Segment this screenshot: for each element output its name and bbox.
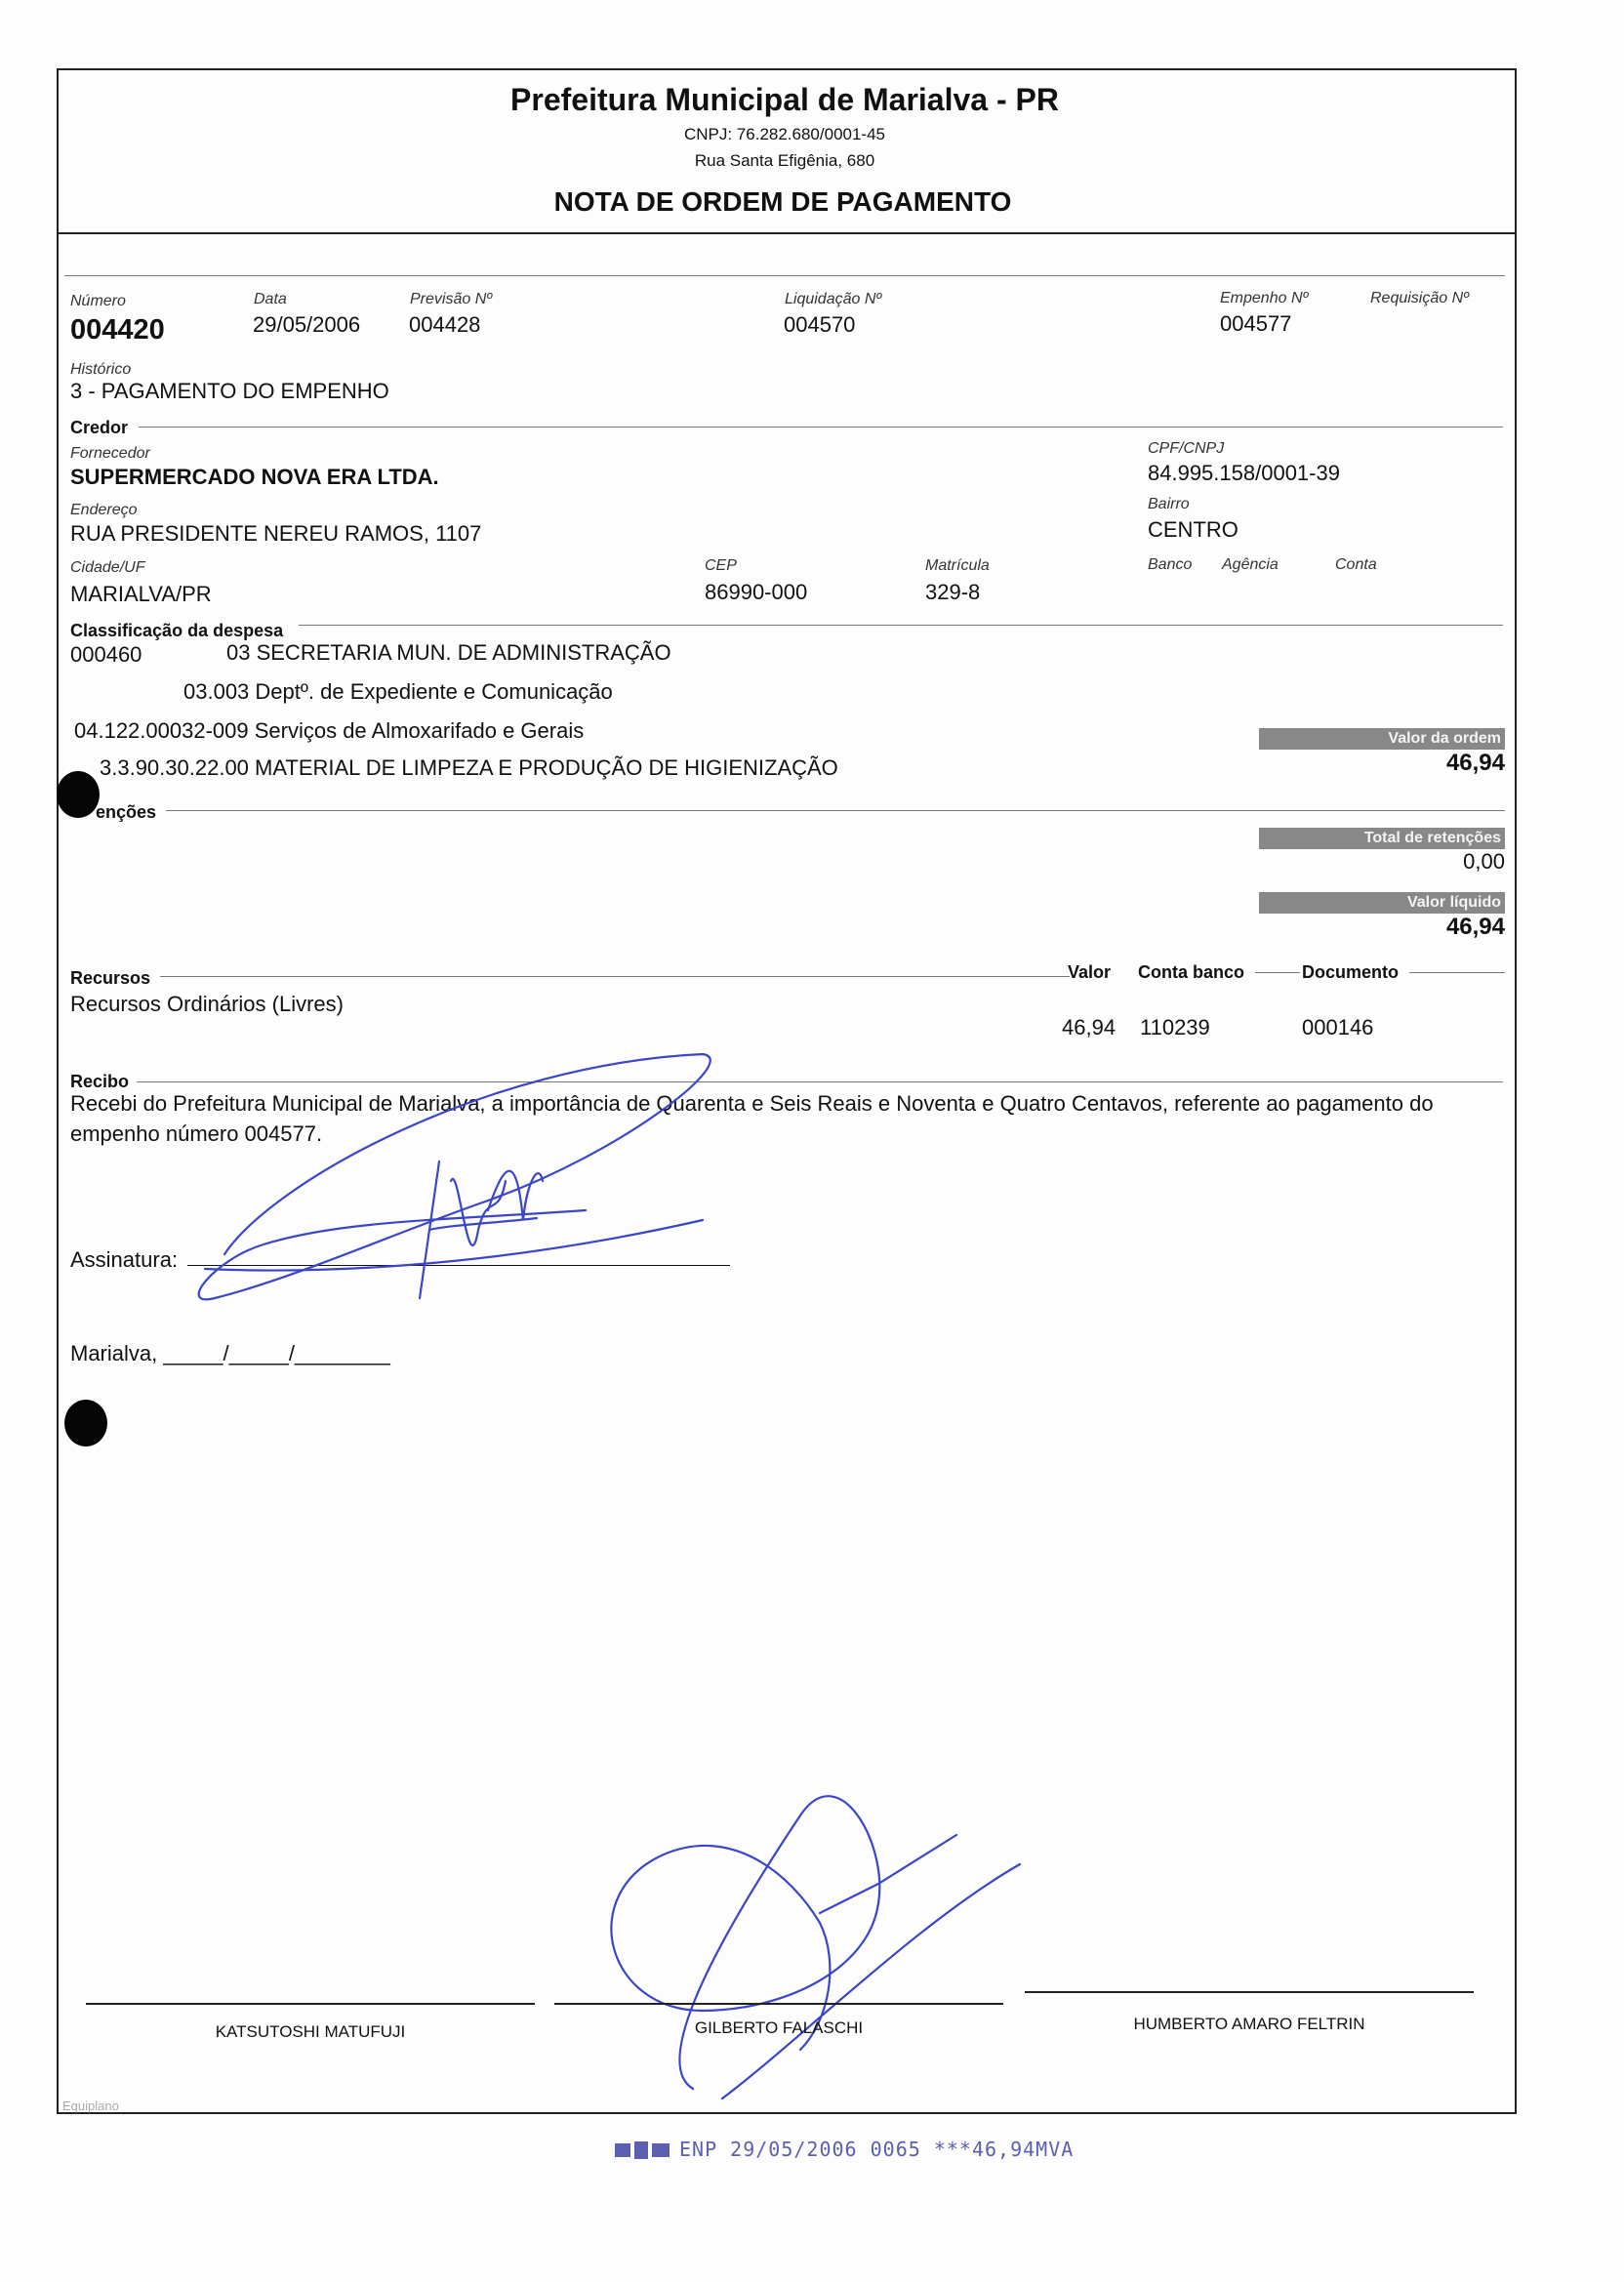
divider (299, 625, 1503, 626)
endereco-label: Endereço (70, 502, 138, 518)
valor-liquido-value: 46,94 (1445, 914, 1505, 940)
local-date: Marialva, _____/_____/________ (70, 1341, 390, 1365)
divider (64, 275, 1505, 276)
recibo-text-line2: empenho número 004577. (70, 1121, 323, 1146)
banco-label: Banco (1148, 556, 1193, 573)
liquidacao-value: 004570 (784, 312, 856, 337)
recursos-valor-label: Valor (1068, 962, 1112, 982)
empenho-value: 004577 (1220, 311, 1292, 336)
cidade-label: Cidade/UF (70, 559, 145, 576)
divider (166, 810, 1505, 811)
classificacao-section-title: Classificação da despesa (70, 621, 284, 640)
data-label: Data (254, 291, 287, 307)
cpf-value: 84.995.158/0001-39 (1148, 461, 1340, 485)
software-label: Equiplano (62, 2099, 119, 2113)
endereco-value: RUA PRESIDENTE NEREU RAMOS, 1107 (70, 521, 482, 546)
divider (139, 427, 1503, 428)
total-retencoes-value: 0,00 (1463, 849, 1505, 874)
recursos-section-title: Recursos (70, 968, 151, 988)
bairro-label: Bairro (1148, 496, 1190, 512)
cep-label: CEP (705, 557, 737, 574)
recursos-valor: 46,94 (1062, 1015, 1116, 1039)
valor-liquido-label: Valor líquido (1259, 892, 1505, 914)
classificacao-funcional: 04.122.00032-009 Serviços de Almoxarifado e Gerais (74, 718, 585, 743)
payment-stamp: ENP 29/05/2006 0065 ***46,94MVA (679, 2138, 1075, 2161)
empenho-label: Empenho Nº (1220, 290, 1309, 306)
page-title: Prefeitura Municipal de Marialva - PR (510, 82, 1059, 117)
recursos-conta-label: Conta banco (1138, 962, 1245, 982)
signature-line (554, 2003, 1003, 2005)
fornecedor-value: SUPERMERCADO NOVA ERA LTDA. (70, 465, 439, 489)
signature-name-1: KATSUTOSHI MATUFUJI (215, 2022, 406, 2041)
cnpj-text: CNPJ: 76.282.680/0001-45 (683, 125, 886, 143)
recursos-descricao: Recursos Ordinários (Livres) (70, 992, 344, 1016)
matricula-value: 329-8 (925, 580, 981, 604)
signature-name-3: HUMBERTO AMARO FELTRIN (1133, 2015, 1365, 2033)
divider (1409, 972, 1505, 973)
cidade-value: MARIALVA/PR (70, 582, 212, 606)
agencia-label: Agência (1222, 556, 1279, 573)
retencoes-section-title: enções (96, 802, 157, 822)
divider (160, 976, 1070, 977)
numero-value: 004420 (70, 314, 165, 346)
header-divider (57, 232, 1517, 234)
credor-section-title: Credor (70, 418, 129, 437)
classificacao-orgao: 03 SECRETARIA MUN. DE ADMINISTRAÇÃO (226, 640, 671, 665)
numero-label: Número (70, 293, 126, 309)
matricula-label: Matrícula (925, 557, 990, 574)
cep-value: 86990-000 (705, 580, 808, 604)
previsao-value: 004428 (409, 312, 481, 337)
stamp-logo-icon (615, 2139, 671, 2161)
signature-line (86, 2003, 535, 2005)
conta-label: Conta (1335, 556, 1377, 573)
divider (1255, 972, 1300, 973)
assinatura-label: Assinatura: (70, 1247, 179, 1272)
cpf-label: CPF/CNPJ (1148, 440, 1225, 457)
liquidacao-label: Liquidação Nº (785, 291, 882, 307)
address-text: Rua Santa Efigênia, 680 (694, 151, 875, 170)
signature-line (1025, 1991, 1474, 1993)
bairro-value: CENTRO (1148, 517, 1238, 542)
classificacao-unidade: 03.003 Deptº. de Expediente e Comunicação (183, 679, 613, 704)
recursos-documento-label: Documento (1302, 962, 1399, 982)
recibo-text-line1: Recebi do Prefeitura Municipal de Marialva, a importância de Quarenta e Seis Reais e Noventa e Quatro Centavos, referente ao pagamento do (70, 1091, 1434, 1116)
historico-value: 3 - PAGAMENTO DO EMPENHO (70, 379, 389, 403)
requisicao-label: Requisição Nº (1370, 290, 1469, 306)
historico-label: Histórico (70, 361, 132, 378)
punch-hole (64, 1400, 107, 1447)
punch-hole (57, 771, 100, 818)
valor-ordem-label: Valor da ordem (1259, 728, 1505, 750)
signature-name-2: GILBERTO FALASCHI (694, 2018, 864, 2037)
fornecedor-label: Fornecedor (70, 445, 150, 462)
recibo-section-title: Recibo (70, 1072, 130, 1091)
data-value: 29/05/2006 (253, 312, 361, 337)
total-retencoes-label: Total de retenções (1259, 828, 1505, 849)
valor-ordem-value: 46,94 (1445, 750, 1505, 776)
handwritten-signature (195, 1035, 742, 1327)
document-title: NOTA DE ORDEM DE PAGAMENTO (553, 186, 1012, 217)
previsao-label: Previsão Nº (410, 291, 493, 307)
classificacao-code: 000460 (70, 642, 142, 667)
classificacao-elemento: 3.3.90.30.22.00 MATERIAL DE LIMPEZA E PRODUÇÃO DE HIGIENIZAÇÃO (100, 755, 838, 780)
recursos-conta: 110239 (1140, 1015, 1210, 1039)
recursos-documento: 000146 (1302, 1015, 1374, 1039)
handwritten-signature (586, 1767, 1035, 2118)
